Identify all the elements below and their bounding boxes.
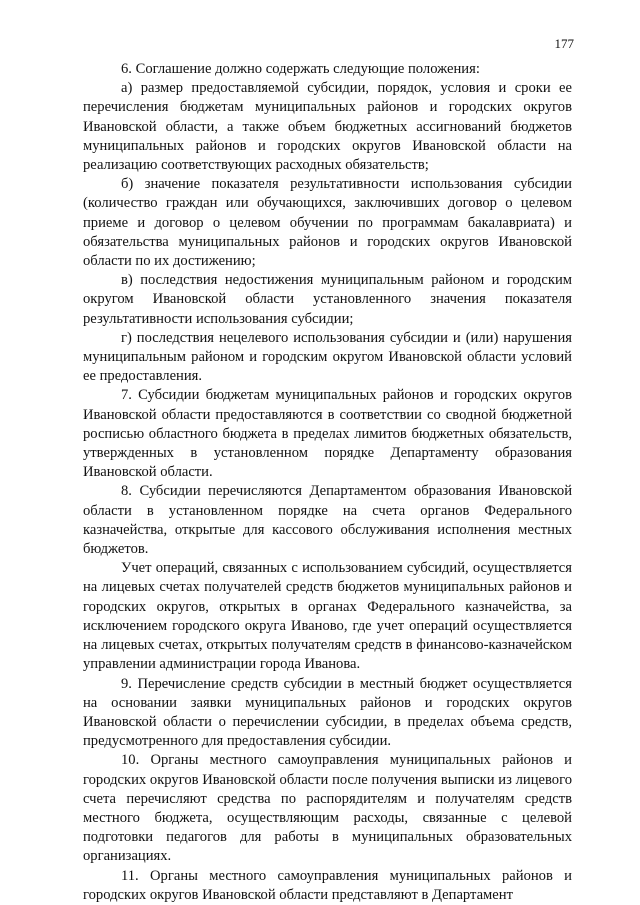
paragraph-8-accounting: Учет операций, связанных с использованием субсидий, осуществляется на лицевых счетах получателей средств бюджетов муниципальных районов и городских округов, открытых в органах Федерального казначейства, за исключением городского округа Иваново, где учет операций осуществляется на лицевых счетах, открытых получателям средств в финансово-казначейском управлении администрации города Иванова. (83, 560, 572, 673)
document-body (83, 60, 572, 905)
paragraph-10: 10. Органы местного самоуправления муниципальных районов и городских округов Ивановской области после получения выписки из лицевого счета перечисляют средства по распорядителям и получателям средств местного бюджета, осуществляющим расходы, связанные с целевой подготовки педагогов для работы в муниципальных образовательных организациях. (83, 752, 572, 865)
paragraph-7: 7. Субсидии бюджетам муниципальных районов и городских округов Ивановской области предоставляются в соответствии со сводной бюджетной росписью областного бюджета в пределах лимитов бюджетных обязательств, утвержденных в установленном порядке Департаменту образования Ивановской области. (83, 387, 572, 481)
paragraph-6-intro: 6. Соглашение должно содержать следующие положения: (121, 61, 480, 77)
paragraph-6a: а) размер предоставляемой субсидии, порядок, условия и сроки ее перечисления бюджетам муниципальных районов и городских округов Ивановской области, а также объем бюджетных ассигнований бюджетов муниципальных районов и городских округов Ивановской области на реализацию соответствующих расходных обязательств; (83, 80, 572, 174)
paragraph-9: 9. Перечисление средств субсидии в местный бюджет осуществляется на основании заявки муниципальных районов и городских округов Ивановской области о перечислении субсидии, в пределах объема средств, предусмотренного для предоставления субсидии. (83, 675, 572, 750)
paragraph-11: 11. Органы местного самоуправления муниципальных районов и городских округов Ивановской области представляют в Департамент (83, 867, 572, 903)
paragraph-6v: в) последствия недостижения муниципальным районом и городским округом Ивановской области установленного значения показателя результативности использования субсидии; (83, 272, 572, 327)
paragraph-6g: г) последствия нецелевого использования субсидии и (или) нарушения муниципальным районом и городским округом Ивановской области условий ее предоставления. (83, 329, 572, 385)
paragraph-6b: б) значение показателя результативности использования субсидии (количество граждан или обучающихся, заключивших договор о целевом приеме и договор о целевом обучении по программам бакалавриата) и обязательства муниципальных районов и городских округов Ивановской области по их достижению; (83, 176, 572, 270)
page-number: 177 (554, 36, 574, 51)
paragraph-8: 8. Субсидии перечисляются Департаментом образования Ивановской области в установленном порядке на счета органов Федерального казначейства, открытые для кассового обслуживания исполнения местных бюджетов. (83, 483, 572, 558)
